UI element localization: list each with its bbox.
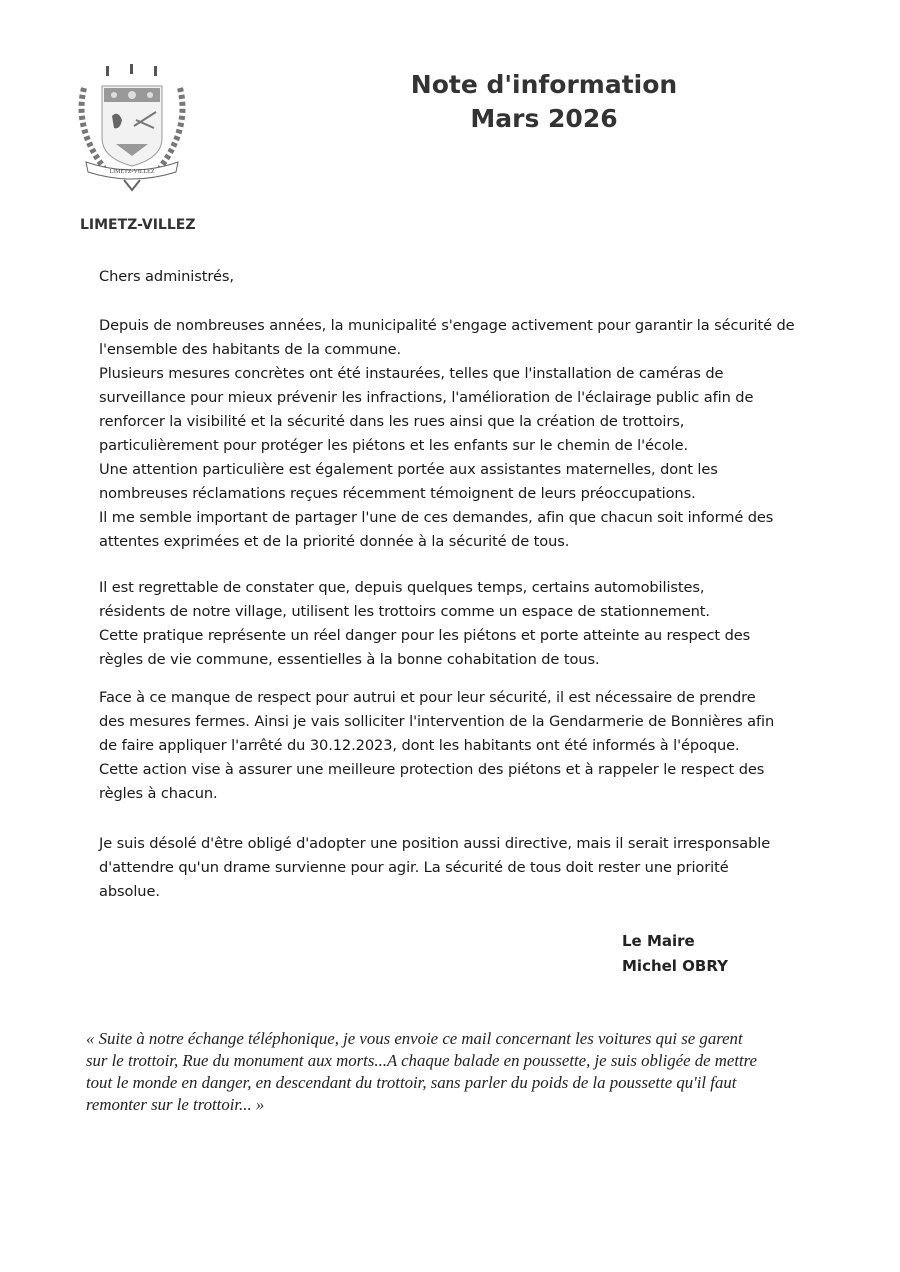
text-line: Il est regrettable de constater que, depuis quelques temps, certains automobilistes, <box>99 579 705 596</box>
text-line: attentes exprimées et de la priorité donnée à la sécurité de tous. <box>99 533 570 550</box>
text-line: renforcer la visibilité et la sécurité dans les rues ainsi que la création de trottoirs, <box>99 413 685 430</box>
document-title <box>406 68 682 136</box>
text-line: de faire appliquer l'arrêté du 30.12.2023, dont les habitants ont été informés à l'époque. <box>99 737 740 754</box>
text-line: Je suis désolé d'être obligé d'adopter une position aussi directive, mais il serait irresponsable <box>99 835 771 852</box>
text-line: Cette action vise à assurer une meilleure protection des piétons et à rappeler le respect des <box>99 761 765 778</box>
title-line: Note d'information <box>410 70 678 99</box>
text-line: Une attention particulière est également portée aux assistantes maternelles, dont les <box>99 461 718 478</box>
text-line: des mesures fermes. Ainsi je vais solliciter l'intervention de la Gendarmerie de Bonnières afin <box>99 713 775 730</box>
date-line: Mars 2026 <box>470 104 618 133</box>
text-line: nombreuses réclamations reçues récemment témoignent de leurs préoccupations. <box>99 485 696 502</box>
text-line: règles de vie commune, essentielles à la bonne cohabitation de tous. <box>99 651 600 668</box>
quote-line: sur le trottoir, Rue du monument aux morts...A chaque balade en poussette, je suis obligée de mettre <box>86 1051 757 1070</box>
text-line: absolue. <box>99 883 160 900</box>
paragraph-4 <box>99 832 770 904</box>
text-line: Cette pratique représente un réel danger pour les piétons et porte atteinte au respect des <box>99 627 751 644</box>
svg-text:LIMETZ-VILLEZ: LIMETZ-VILLEZ <box>109 169 155 175</box>
text-line: Face à ce manque de respect pour autrui et pour leur sécurité, il est nécessaire de prendre <box>99 689 756 706</box>
quoted-email <box>86 1028 757 1116</box>
paragraph-3 <box>99 686 774 806</box>
paragraph-2 <box>99 576 750 672</box>
paragraph-1 <box>99 314 795 554</box>
quote-line: tout le monde en danger, en descendant du trottoir, sans parler du poids de la poussette qu'il faut <box>86 1073 737 1092</box>
commune-name: LIMETZ-VILLEZ <box>80 217 196 233</box>
signature-name: Michel OBRY <box>622 957 728 975</box>
text-line: Depuis de nombreuses années, la municipalité s'engage activement pour garantir la sécurité de <box>99 317 795 334</box>
text-line: règles à chacun. <box>99 785 218 802</box>
text-line: résidents de notre village, utilisent les trottoirs comme un espace de stationnement. <box>99 603 710 620</box>
text-line: l'ensemble des habitants de la commune. <box>99 341 402 358</box>
commune-coat-of-arms-logo <box>64 58 200 194</box>
greeting: Chers administrés, <box>99 268 234 285</box>
quote-line: « Suite à notre échange téléphonique, je vous envoie ce mail concernant les voitures qui se garent <box>86 1029 743 1048</box>
signature-title: Le Maire <box>622 932 695 950</box>
text-line: particulièrement pour protéger les piétons et les enfants sur le chemin de l'école. <box>99 437 689 454</box>
text-line: d'attendre qu'un drame survienne pour agir. La sécurité de tous doit rester une priorité <box>99 859 729 876</box>
text-line: surveillance pour mieux prévenir les infractions, l'amélioration de l'éclairage public afin de <box>99 389 754 406</box>
signature <box>622 929 728 979</box>
text-line: Plusieurs mesures concrètes ont été instaurées, telles que l'installation de caméras de <box>99 365 724 382</box>
text-line: Il me semble important de partager l'une de ces demandes, afin que chacun soit informé des <box>99 509 774 526</box>
quote-line: remonter sur le trottoir... » <box>86 1095 265 1114</box>
